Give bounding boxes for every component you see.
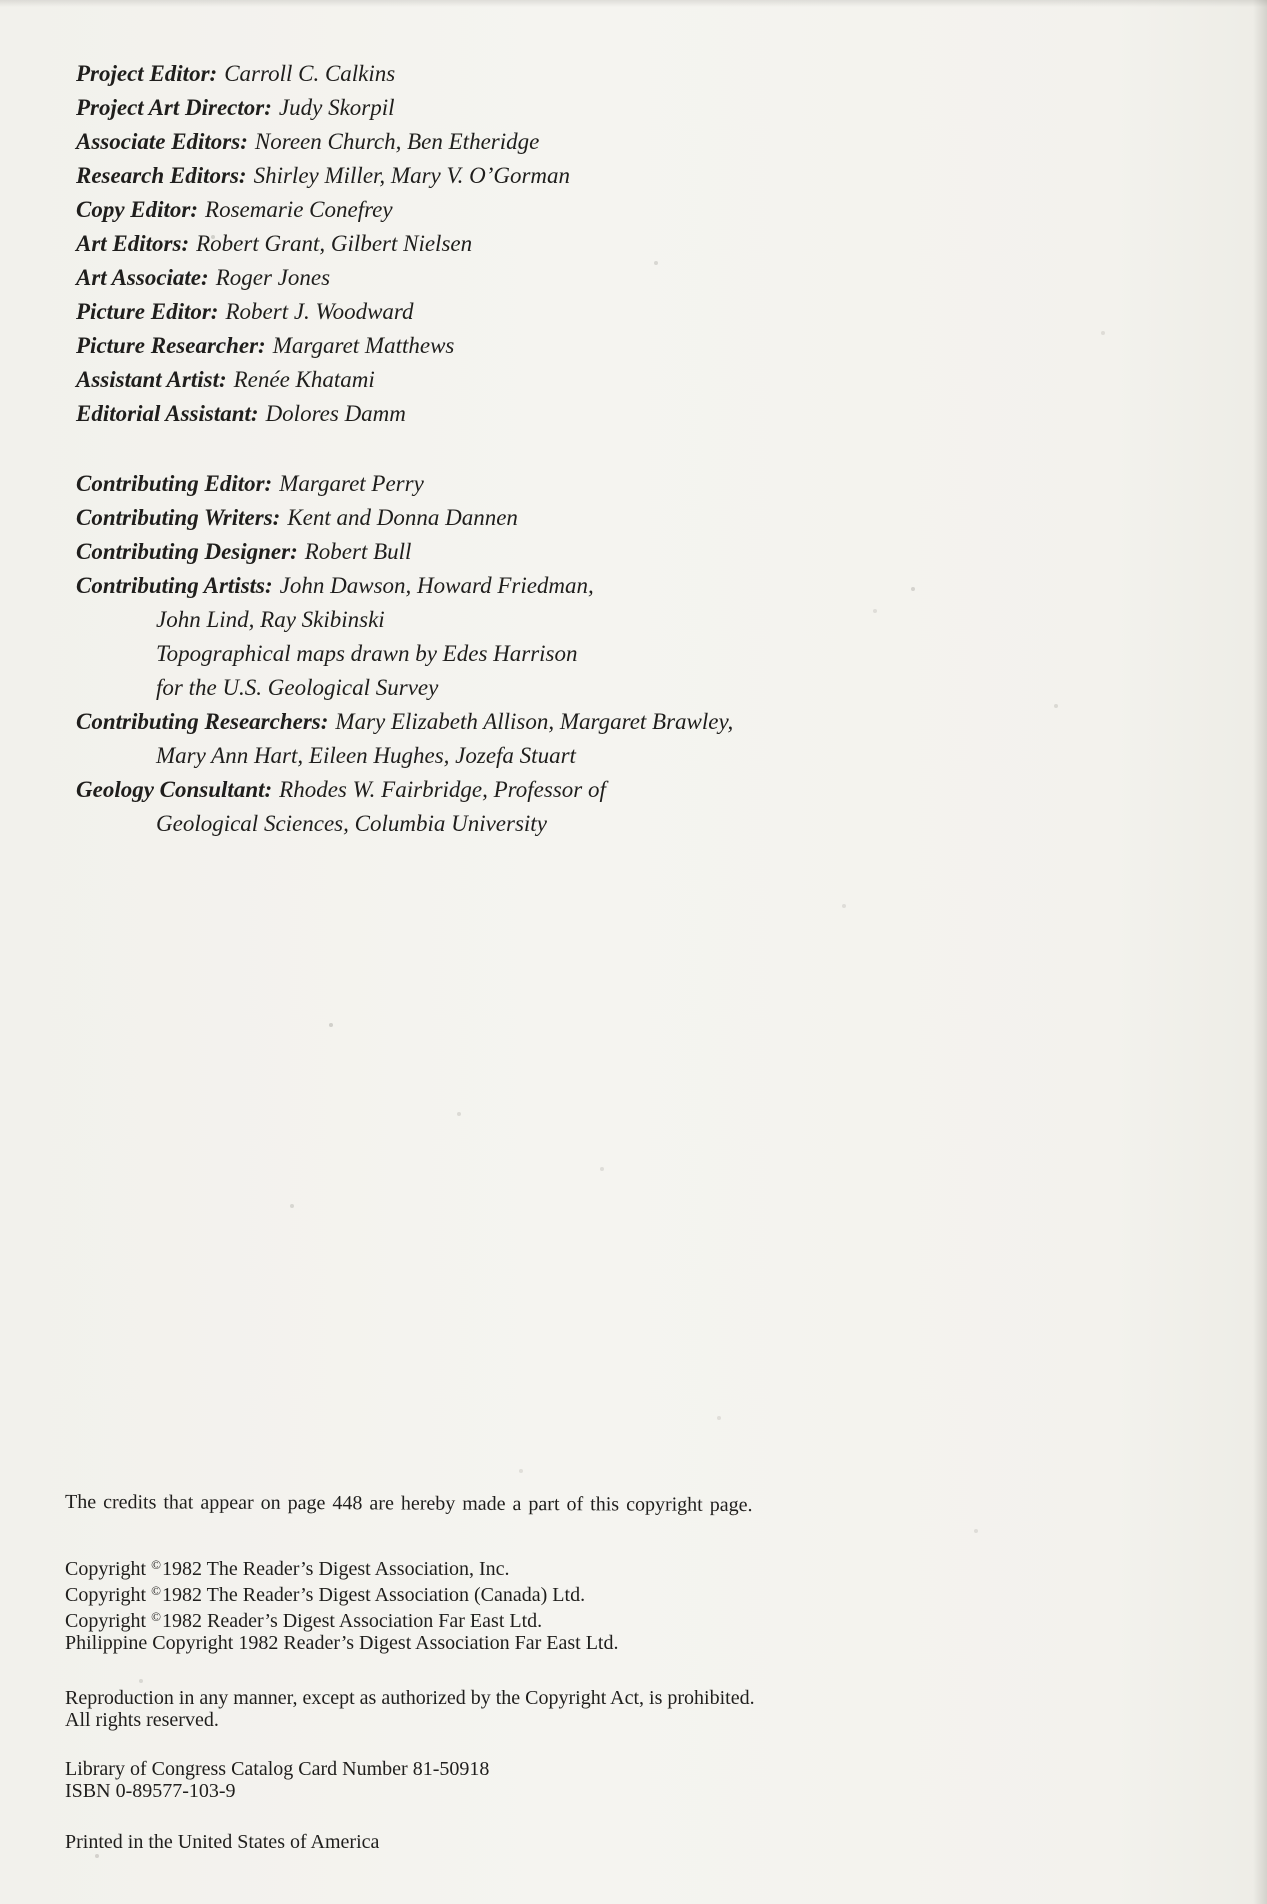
credit-line: [76, 261, 733, 295]
credit-role-label: Art Editors:: [76, 231, 190, 256]
credit-line: [76, 705, 733, 739]
credit-line: [76, 125, 733, 159]
credit-line: [76, 535, 733, 569]
credit-continuation-line: Geological Sciences, Columbia University: [156, 811, 547, 836]
catalog-block: [65, 1758, 755, 1802]
credits-section: [76, 57, 733, 841]
credit-name-value: Kent and Donna Dannen: [287, 505, 518, 530]
scan-artifact-top-edge: [0, 0, 1267, 7]
credit-name-value: Renée Khatami: [233, 367, 375, 392]
credit-name-value: Noreen Church, Ben Etheridge: [254, 129, 540, 154]
credit-name-value: Carroll C. Calkins: [224, 61, 396, 86]
credit-line: [76, 773, 733, 807]
copyright-symbol: ©: [151, 1557, 162, 1572]
credit-role-label: Contributing Researchers:: [76, 709, 329, 734]
credit-line: [76, 329, 733, 363]
credit-line: [76, 467, 733, 501]
credit-role-label: Contributing Editor:: [76, 471, 273, 496]
legal-text-line: All rights reserved.: [65, 1709, 219, 1731]
credit-line: [76, 295, 733, 329]
legal-section: [65, 1489, 755, 1853]
credit-name-value: Robert J. Woodward: [225, 299, 414, 324]
credit-name-value: Robert Grant, Gilbert Nielsen: [196, 231, 473, 256]
credit-continuation-line: Topographical maps drawn by Edes Harrison: [156, 641, 578, 666]
credit-name-value: Robert Bull: [304, 539, 412, 564]
credit-name-value: Roger Jones: [215, 265, 331, 290]
scan-noise-speckles: [0, 0, 2, 2]
credit-name-value: Margaret Perry: [279, 471, 424, 496]
credit-role-label: Assistant Artist:: [76, 367, 227, 392]
copyright-line: Philippine Copyright 1982 Reader’s Digest Association Far East Ltd.: [65, 1632, 619, 1654]
credit-role-label: Project Editor:: [76, 61, 218, 86]
credit-line: [76, 397, 733, 431]
credit-name-value: Judy Skorpil: [278, 95, 395, 120]
credit-role-label: Picture Editor:: [76, 299, 219, 324]
credit-role-label: Contributing Artists:: [76, 573, 273, 598]
credit-name-value: John Dawson, Howard Friedman,: [279, 573, 594, 598]
copyright-line: Copyright ©1982 The Reader’s Digest Association (Canada) Ltd.: [65, 1583, 586, 1606]
credit-line: [76, 193, 733, 227]
credit-name-value: Dolores Damm: [265, 401, 406, 426]
credit-line: [76, 501, 733, 535]
credit-role-label: Editorial Assistant:: [76, 401, 259, 426]
credits-note: The credits that appear on page 448 are hereby made a part of this copyright page.: [64, 1491, 753, 1516]
credit-role-label: Copy Editor:: [76, 197, 199, 222]
legal-text-line: Reproduction in any manner, except as authorized by the Copyright Act, is prohibited.: [65, 1687, 755, 1709]
credit-role-label: Contributing Designer:: [76, 539, 298, 564]
legal-text-line: ISBN 0-89577-103-9: [65, 1780, 236, 1802]
credit-name-value: Margaret Matthews: [272, 333, 455, 358]
credit-continuation-line: Mary Ann Hart, Eileen Hughes, Jozefa Stuart: [156, 743, 576, 768]
credit-name-value: Rhodes W. Fairbridge, Professor of: [279, 777, 606, 802]
copyright-symbol: ©: [151, 1583, 162, 1598]
credit-line: [76, 363, 733, 397]
legal-text-line: Library of Congress Catalog Card Number 81-50918: [65, 1758, 490, 1780]
printed-line: Printed in the United States of America: [65, 1831, 380, 1853]
staff-credits-group: [76, 57, 733, 431]
credit-continuation-line: John Lind, Ray Skibinski: [156, 607, 385, 632]
credit-name-value: Rosemarie Conefrey: [205, 197, 393, 222]
credit-line: [76, 569, 733, 603]
copyright-line: Copyright ©1982 Reader’s Digest Association Far East Ltd.: [65, 1609, 543, 1632]
credit-continuation-line: for the U.S. Geological Survey: [156, 675, 439, 700]
credit-role-label: Project Art Director:: [76, 95, 272, 120]
credit-role-label: Research Editors:: [76, 163, 247, 188]
credit-role-label: Associate Editors:: [76, 129, 248, 154]
credit-role-label: Contributing Writers:: [76, 505, 281, 530]
credit-line: [76, 227, 733, 261]
copyright-block: [65, 1554, 755, 1654]
credit-role-label: Picture Researcher:: [76, 333, 266, 358]
credit-role-label: Art Associate:: [76, 265, 209, 290]
credit-name-value: Mary Elizabeth Allison, Margaret Brawley,: [335, 709, 734, 734]
credit-line: [76, 57, 733, 91]
credit-line: [76, 159, 733, 193]
reproduction-notice: [65, 1687, 755, 1731]
contributing-credits-group: [76, 467, 733, 841]
credit-name-value: Shirley Miller, Mary V. O’Gorman: [253, 163, 571, 188]
credit-role-label: Geology Consultant:: [76, 777, 273, 802]
credit-line: [76, 91, 733, 125]
copyright-symbol: ©: [151, 1609, 162, 1624]
copyright-line: Copyright ©1982 The Reader’s Digest Association, Inc.: [65, 1557, 510, 1580]
scan-artifact-right-edge: [1253, 0, 1267, 1904]
